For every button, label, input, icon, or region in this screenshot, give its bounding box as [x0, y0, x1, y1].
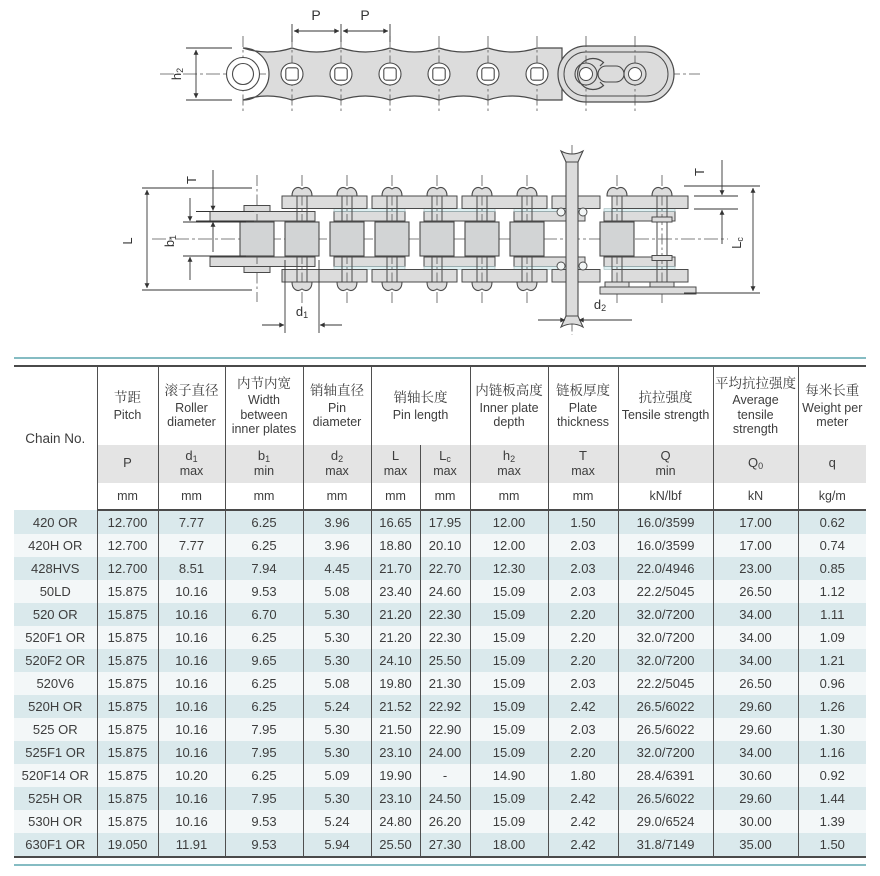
spec-value-cell: 23.40 — [371, 580, 420, 603]
subcol-b1: $b_1$ min — [225, 445, 303, 483]
spec-value-cell: 1.21 — [798, 649, 866, 672]
chain-no-cell: 50LD — [14, 580, 97, 603]
spec-value-cell: 21.52 — [371, 695, 420, 718]
spec-value-cell: 10.16 — [158, 741, 225, 764]
chain-no-cell: 520H OR — [14, 695, 97, 718]
table-row — [14, 534, 866, 557]
col-plate-depth: 内链板高度 Inner plate depth — [470, 366, 548, 445]
unit-cell: kN — [713, 483, 798, 510]
spec-value-cell: 0.92 — [798, 764, 866, 787]
spec-value-cell: 11.91 — [158, 833, 225, 857]
spec-value-cell: 15.09 — [470, 810, 548, 833]
dim-label-d1: d1 — [295, 304, 309, 320]
spec-value-cell: 26.50 — [713, 580, 798, 603]
spec-value-cell: 16.0/3599 — [618, 510, 713, 534]
spec-value-cell: 7.95 — [225, 718, 303, 741]
spec-value-cell: 15.875 — [97, 603, 158, 626]
spec-value-cell: 9.53 — [225, 833, 303, 857]
spec-value-cell: 15.875 — [97, 810, 158, 833]
spec-value-cell: 22.2/5045 — [618, 672, 713, 695]
spec-value-cell: 10.20 — [158, 764, 225, 787]
spec-value-cell: 19.80 — [371, 672, 420, 695]
spec-value-cell: 12.30 — [470, 557, 548, 580]
spec-value-cell: 2.03 — [548, 557, 618, 580]
spec-value-cell: 0.62 — [798, 510, 866, 534]
spec-value-cell: 32.0/7200 — [618, 741, 713, 764]
spec-value-cell: 34.00 — [713, 649, 798, 672]
chain-no-cell: 525F1 OR — [14, 741, 97, 764]
spec-value-cell: 35.00 — [713, 833, 798, 857]
spec-value-cell: 2.42 — [548, 810, 618, 833]
spec-value-cell: 22.30 — [420, 626, 470, 649]
unit-cell: mm — [420, 483, 470, 510]
spec-value-cell: 20.10 — [420, 534, 470, 557]
spec-value-cell: 15.875 — [97, 580, 158, 603]
spec-value-cell: - — [420, 764, 470, 787]
spec-value-cell: 12.700 — [97, 534, 158, 557]
chain-no-cell: 420H OR — [14, 534, 97, 557]
unit-cell: mm — [303, 483, 371, 510]
spec-value-cell: 23.10 — [371, 787, 420, 810]
spec-value-cell: 22.30 — [420, 603, 470, 626]
spec-value-cell: 1.26 — [798, 695, 866, 718]
spec-value-cell: 19.90 — [371, 764, 420, 787]
spec-value-cell: 15.875 — [97, 718, 158, 741]
unit-cell: mm — [158, 483, 225, 510]
spec-value-cell: 6.25 — [225, 534, 303, 557]
table-row — [14, 787, 866, 810]
spec-value-cell: 1.12 — [798, 580, 866, 603]
spec-value-cell: 15.09 — [470, 741, 548, 764]
spec-value-cell: 15.09 — [470, 695, 548, 718]
dim-pitch — [292, 24, 390, 42]
spec-value-cell: 17.00 — [713, 534, 798, 557]
spec-value-cell: 2.42 — [548, 787, 618, 810]
header-name-row — [14, 366, 866, 445]
col-avg-tensile-strength: 平均抗拉强度 Average tensile strength — [713, 366, 798, 445]
spec-value-cell: 6.70 — [225, 603, 303, 626]
spec-value-cell: 22.92 — [420, 695, 470, 718]
table-row — [14, 649, 866, 672]
dim-label-t-left: T — [184, 176, 199, 184]
spec-value-cell: 5.30 — [303, 649, 371, 672]
unit-cell: kg/m — [798, 483, 866, 510]
spec-value-cell: 17.00 — [713, 510, 798, 534]
col-inner-width: 内节内宽 Width between inner plates — [225, 366, 303, 445]
table-row — [14, 510, 866, 534]
spec-value-cell: 5.30 — [303, 741, 371, 764]
spec-value-cell: 9.53 — [225, 810, 303, 833]
spec-value-cell: 10.16 — [158, 603, 225, 626]
spec-value-cell: 15.09 — [470, 649, 548, 672]
table-row — [14, 557, 866, 580]
spec-value-cell: 15.875 — [97, 787, 158, 810]
spec-value-cell: 22.2/5045 — [618, 580, 713, 603]
long-pin — [557, 145, 587, 335]
dim-label-p1: P — [311, 7, 321, 23]
spec-value-cell: 5.24 — [303, 695, 371, 718]
spec-value-cell: 2.03 — [548, 718, 618, 741]
table-row — [14, 695, 866, 718]
dim-label-lc: Lc — [729, 237, 745, 249]
dim-label-h2: h2 — [169, 67, 185, 81]
chain-no-cell: 520F2 OR — [14, 649, 97, 672]
spec-value-cell: 24.10 — [371, 649, 420, 672]
spec-value-cell: 1.16 — [798, 741, 866, 764]
chain-no-cell: 520F1 OR — [14, 626, 97, 649]
spec-value-cell: 4.45 — [303, 557, 371, 580]
spec-value-cell: 15.875 — [97, 695, 158, 718]
spec-value-cell: 30.00 — [713, 810, 798, 833]
spec-value-cell: 34.00 — [713, 741, 798, 764]
col-weight: 每米长重 Weight per meter — [802, 382, 863, 429]
spec-value-cell: 1.80 — [548, 764, 618, 787]
chain-no-cell: 520 OR — [14, 603, 97, 626]
spec-value-cell: 32.0/7200 — [618, 626, 713, 649]
spec-value-cell: 15.09 — [470, 787, 548, 810]
spec-value-cell: 1.09 — [798, 626, 866, 649]
spec-value-cell: 21.30 — [420, 672, 470, 695]
spec-value-cell: 19.050 — [97, 833, 158, 857]
spec-value-cell: 8.51 — [158, 557, 225, 580]
spec-value-cell: 34.00 — [713, 603, 798, 626]
spec-value-cell: 3.96 — [303, 534, 371, 557]
header-symbol-row — [14, 445, 866, 483]
subcol-d1: $d_1$ max — [158, 445, 225, 483]
chain-top-view — [160, 7, 700, 112]
spec-value-cell: 2.03 — [548, 580, 618, 603]
spec-value-cell: 15.09 — [470, 672, 548, 695]
spec-value-cell: 10.16 — [158, 580, 225, 603]
spec-value-cell: 29.60 — [713, 695, 798, 718]
col-roller-diameter: 滚子直径 Roller diameter — [158, 366, 225, 445]
table-row — [14, 580, 866, 603]
spec-value-cell: 6.25 — [225, 626, 303, 649]
chain-no-cell: 630F1 OR — [14, 833, 97, 857]
dim-label-l: L — [120, 237, 135, 245]
unit-cell: kN/lbf — [618, 483, 713, 510]
spec-value-cell: 2.20 — [548, 741, 618, 764]
subcol-q0: $Q_0$ — [713, 445, 798, 483]
spec-value-cell: 26.5/6022 — [618, 695, 713, 718]
spec-value-cell: 15.09 — [470, 626, 548, 649]
col-pin-diameter: 销轴直径 Pin diameter — [303, 366, 371, 445]
spec-value-cell: 24.60 — [420, 580, 470, 603]
spec-value-cell: 0.74 — [798, 534, 866, 557]
spec-value-cell: 29.60 — [713, 718, 798, 741]
unit-cell: mm — [470, 483, 548, 510]
spec-value-cell: 5.24 — [303, 810, 371, 833]
spec-value-cell: 6.25 — [225, 695, 303, 718]
chain-no-cell: 525 OR — [14, 718, 97, 741]
spec-table-wrap — [14, 357, 866, 866]
spec-value-cell: 7.77 — [158, 510, 225, 534]
spec-value-cell: 25.50 — [420, 649, 470, 672]
spec-value-cell: 7.77 — [158, 534, 225, 557]
spec-value-cell: 15.875 — [97, 672, 158, 695]
spec-value-cell: 24.50 — [420, 787, 470, 810]
spec-value-cell: 5.30 — [303, 718, 371, 741]
spec-value-cell: 15.09 — [470, 603, 548, 626]
spec-value-cell: 9.53 — [225, 580, 303, 603]
spec-value-cell: 22.0/4946 — [618, 557, 713, 580]
col-pitch: 节距 Pitch — [97, 366, 158, 445]
subcol-lc: $L_c$ max — [420, 445, 470, 483]
chain-diagrams — [0, 0, 880, 352]
spec-value-cell: 24.80 — [371, 810, 420, 833]
col-tensile-strength: 抗拉强度 Tensile strength — [618, 366, 713, 445]
table-row — [14, 718, 866, 741]
spec-value-cell: 2.20 — [548, 626, 618, 649]
spec-value-cell: 25.50 — [371, 833, 420, 857]
spec-value-cell: 10.16 — [158, 810, 225, 833]
spec-value-cell: 10.16 — [158, 649, 225, 672]
table-row — [14, 672, 866, 695]
spec-value-cell: 2.42 — [548, 833, 618, 857]
spec-value-cell: 21.70 — [371, 557, 420, 580]
spec-value-cell: 16.0/3599 — [618, 534, 713, 557]
spec-value-cell: 15.875 — [97, 764, 158, 787]
spec-value-cell: 21.50 — [371, 718, 420, 741]
spec-value-cell: 28.4/6391 — [618, 764, 713, 787]
chain-spec-table — [14, 365, 866, 858]
spec-value-cell: 5.30 — [303, 787, 371, 810]
spec-value-cell: 12.00 — [470, 534, 548, 557]
spec-value-cell: 6.25 — [225, 764, 303, 787]
dim-label-b1: b1 — [162, 234, 178, 248]
table-row — [14, 626, 866, 649]
spec-value-cell: 5.94 — [303, 833, 371, 857]
spec-value-cell: 15.875 — [97, 626, 158, 649]
spec-value-cell: 5.30 — [303, 603, 371, 626]
spec-value-cell: 17.95 — [420, 510, 470, 534]
spec-value-cell: 5.09 — [303, 764, 371, 787]
spec-value-cell: 3.96 — [303, 510, 371, 534]
spec-value-cell: 6.25 — [225, 510, 303, 534]
col-pin-length: 销轴长度 Pin length — [371, 366, 470, 445]
spec-value-cell: 10.16 — [158, 695, 225, 718]
spec-value-cell: 1.11 — [798, 603, 866, 626]
spec-value-cell: 2.20 — [548, 649, 618, 672]
spec-value-cell: 1.50 — [798, 833, 866, 857]
spec-value-cell: 10.16 — [158, 718, 225, 741]
spec-value-cell: 21.20 — [371, 626, 420, 649]
dim-label-p2: P — [360, 7, 370, 23]
spec-value-cell: 32.0/7200 — [618, 649, 713, 672]
spec-value-cell: 26.5/6022 — [618, 718, 713, 741]
chain-no-cell: 525H OR — [14, 787, 97, 810]
spec-value-cell: 24.00 — [420, 741, 470, 764]
spec-value-cell: 23.10 — [371, 741, 420, 764]
spec-value-cell: 32.0/7200 — [618, 603, 713, 626]
spec-table-body — [14, 510, 866, 857]
spec-value-cell: 15.875 — [97, 741, 158, 764]
subcol-d2: $d_2$ max — [303, 445, 371, 483]
subcol-t: T max — [548, 445, 618, 483]
spec-value-cell: 29.0/6524 — [618, 810, 713, 833]
spec-value-cell: 34.00 — [713, 626, 798, 649]
table-row — [14, 603, 866, 626]
spec-value-cell: 7.95 — [225, 787, 303, 810]
spec-value-cell: 22.90 — [420, 718, 470, 741]
spec-value-cell: 12.00 — [470, 510, 548, 534]
spec-value-cell: 14.90 — [470, 764, 548, 787]
spec-value-cell: 18.80 — [371, 534, 420, 557]
spec-value-cell: 15.875 — [97, 649, 158, 672]
spec-value-cell: 2.03 — [548, 534, 618, 557]
spec-value-cell: 2.20 — [548, 603, 618, 626]
spec-value-cell: 23.00 — [713, 557, 798, 580]
spec-value-cell: 0.96 — [798, 672, 866, 695]
dim-label-t-right: T — [692, 168, 707, 176]
unit-cell: mm — [97, 483, 158, 510]
spec-value-cell: 7.94 — [225, 557, 303, 580]
spec-value-cell: 1.50 — [548, 510, 618, 534]
chain-plan-view — [120, 145, 760, 335]
spec-value-cell: 12.700 — [97, 510, 158, 534]
chain-no-cell: 530H OR — [14, 810, 97, 833]
chain-no-header: Chain No. — [14, 366, 97, 510]
spec-value-cell: 26.5/6022 — [618, 787, 713, 810]
spec-value-cell: 10.16 — [158, 672, 225, 695]
spec-value-cell: 18.00 — [470, 833, 548, 857]
subcol-q: Q min — [618, 445, 713, 483]
chain-no-cell: 520F14 OR — [14, 764, 97, 787]
unit-cell: mm — [225, 483, 303, 510]
spec-value-cell: 2.42 — [548, 695, 618, 718]
chain-no-cell: 520V6 — [14, 672, 97, 695]
spec-value-cell: 5.08 — [303, 580, 371, 603]
table-row — [14, 764, 866, 787]
table-row — [14, 833, 866, 857]
spec-value-cell: 16.65 — [371, 510, 420, 534]
dim-label-d2: d2 — [593, 297, 607, 313]
spec-value-cell: 26.20 — [420, 810, 470, 833]
subcol-p: P — [97, 445, 158, 483]
spec-value-cell: 1.39 — [798, 810, 866, 833]
spec-value-cell: 0.85 — [798, 557, 866, 580]
subcol-l: L max — [371, 445, 420, 483]
spec-value-cell: 7.95 — [225, 741, 303, 764]
chain-no-cell: 420 OR — [14, 510, 97, 534]
subcol-h2: $h_2$ max — [470, 445, 548, 483]
spec-value-cell: 9.65 — [225, 649, 303, 672]
spec-value-cell: 1.44 — [798, 787, 866, 810]
spec-value-cell: 5.30 — [303, 626, 371, 649]
spec-value-cell: 15.09 — [470, 718, 548, 741]
col-plate-thickness: 链板厚度 Plate thickness — [548, 366, 618, 445]
subcol-q-weight: q — [798, 445, 866, 483]
spec-value-cell: 30.60 — [713, 764, 798, 787]
spec-value-cell: 10.16 — [158, 626, 225, 649]
table-row — [14, 741, 866, 764]
spec-value-cell: 31.8/7149 — [618, 833, 713, 857]
spec-value-cell: 1.30 — [798, 718, 866, 741]
spec-value-cell: 29.60 — [713, 787, 798, 810]
spec-value-cell: 10.16 — [158, 787, 225, 810]
chain-no-cell: 428HVS — [14, 557, 97, 580]
spec-value-cell: 6.25 — [225, 672, 303, 695]
table-row — [14, 810, 866, 833]
unit-cell: mm — [371, 483, 420, 510]
spec-value-cell: 5.08 — [303, 672, 371, 695]
spec-value-cell: 21.20 — [371, 603, 420, 626]
spec-value-cell: 15.09 — [470, 580, 548, 603]
spec-value-cell: 22.70 — [420, 557, 470, 580]
spec-value-cell: 27.30 — [420, 833, 470, 857]
spec-value-cell: 12.700 — [97, 557, 158, 580]
header-unit-row — [14, 483, 866, 510]
spec-value-cell: 26.50 — [713, 672, 798, 695]
spec-value-cell: 2.03 — [548, 672, 618, 695]
unit-cell: mm — [548, 483, 618, 510]
